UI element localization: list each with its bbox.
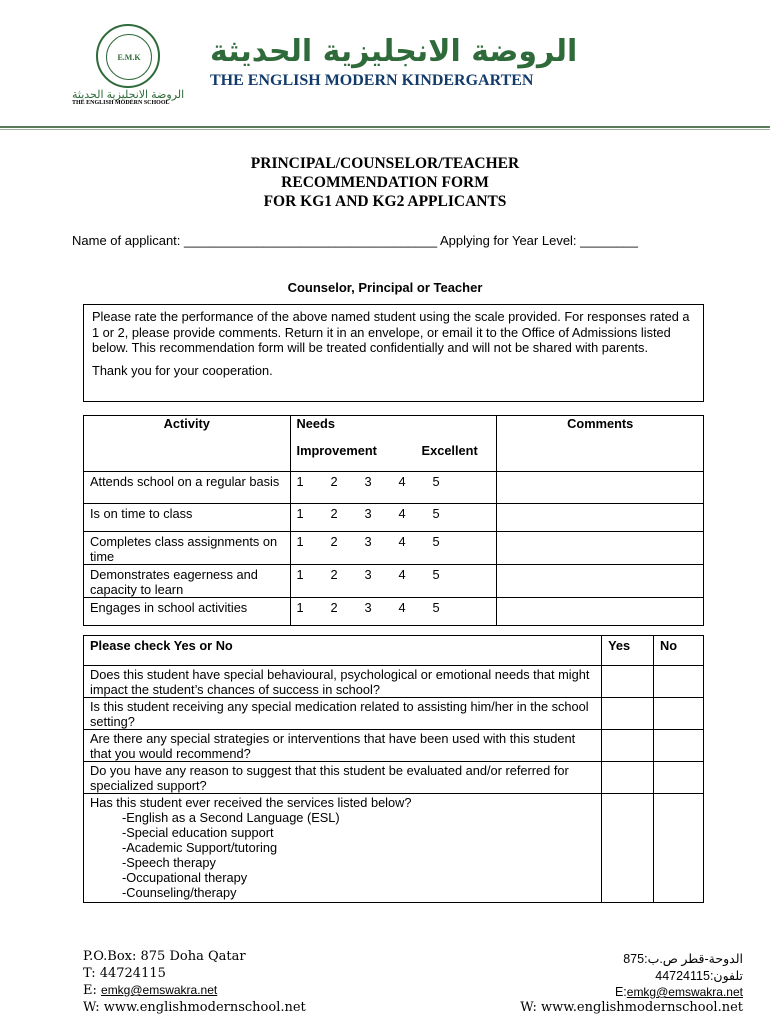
no-checkbox-cell[interactable] — [654, 666, 704, 698]
rating-scale[interactable]: 1 2 3 4 5 — [296, 474, 440, 489]
footer-web-right[interactable]: W: www.englishmodernschool.net — [520, 1000, 743, 1015]
service-item: -Occupational therapy — [122, 870, 248, 885]
table-row — [84, 794, 704, 903]
no-checkbox-cell[interactable] — [654, 762, 704, 794]
thanks-text: Thank you for your cooperation. — [92, 362, 273, 378]
service-item: -Special education support — [122, 825, 274, 840]
footer-pobox: P.O.Box: 875 Doha Qatar — [83, 949, 246, 964]
table-row — [84, 532, 704, 565]
yes-checkbox-cell[interactable] — [602, 730, 654, 762]
logo-emblem: E.M.K — [106, 34, 152, 80]
rating-scale[interactable]: 1 2 3 4 5 — [296, 567, 440, 582]
question-text: Has this student ever received the services listed below? — [90, 795, 412, 810]
instructions-box — [83, 304, 704, 402]
section-subheading: Counselor, Principal or Teacher — [287, 280, 483, 295]
footer-email-link[interactable]: emkg@emswakra.net — [101, 983, 218, 997]
activity-label: Is on time to class — [84, 504, 291, 532]
footer-email-line — [83, 983, 217, 998]
no-checkbox-cell[interactable] — [654, 794, 704, 903]
services-question — [84, 794, 602, 903]
form-title-line2: RECOMMENDATION FORM — [281, 174, 489, 191]
footer-email-right-label: E: — [614, 985, 627, 999]
rating-scale[interactable]: 1 2 3 4 5 — [296, 600, 440, 615]
form-title-line1: PRINCIPAL/COUNSELOR/TEACHER — [250, 155, 520, 172]
footer-web[interactable]: W: www.englishmodernschool.net — [83, 1000, 306, 1015]
question-text: Is this student receiving any special medication related to assisting him/her in the school setting? — [84, 698, 602, 730]
activity-label: Attends school on a regular basis — [84, 472, 291, 504]
header-divider-thin — [0, 129, 770, 130]
comment-cell[interactable] — [497, 472, 704, 504]
header-divider — [0, 126, 770, 128]
service-item: -Academic Support/tutoring — [122, 840, 278, 855]
col-needs: Needs — [296, 416, 335, 431]
col-comments: Comments — [497, 416, 704, 472]
service-item: -Counseling/therapy — [122, 885, 237, 900]
no-checkbox-cell[interactable] — [654, 730, 704, 762]
comment-cell[interactable] — [497, 532, 704, 565]
table-row — [84, 472, 704, 504]
col-activity: Activity — [84, 416, 291, 472]
rating-scale[interactable]: 1 2 3 4 5 — [296, 506, 440, 521]
table-row — [84, 504, 704, 532]
footer-email-label: E: — [83, 983, 102, 998]
footer-email-right — [615, 985, 743, 999]
comment-cell[interactable] — [497, 565, 704, 598]
rating-scale[interactable]: 1 2 3 4 5 — [296, 534, 440, 549]
yes-checkbox-cell[interactable] — [602, 666, 654, 698]
col-rating-scale — [290, 416, 497, 472]
check-header: Please check Yes or No — [84, 636, 602, 666]
service-item: -English as a Second Language (ESL) — [122, 810, 340, 825]
logo-english-text: THE ENGLISH MODERN SCHOOL — [72, 100, 170, 106]
activity-label: Completes class assignments on time — [84, 532, 291, 565]
service-item: -Speech therapy — [122, 855, 216, 870]
instructions-text: Please rate the performance of the above named student using the scale provided. For responses rated a 1 or 2, please provide comments. Return it in an envelope, or email it to the Office of Admissions listed below. This recommendation form will be treated confidentially and will not be shared with parents. — [92, 309, 690, 356]
question-text: Does this student have special behavioural, psychological or emotional needs that might impact the student’s chances of success in school? — [84, 666, 602, 698]
footer-tel-arabic: تلفون:44724115 — [655, 969, 743, 983]
footer-tel: T: 44724115 — [83, 966, 166, 981]
comment-cell[interactable] — [497, 504, 704, 532]
table-row — [84, 730, 704, 762]
yes-checkbox-cell[interactable] — [602, 762, 654, 794]
logo-arabic-text: الروضة الانجليزية الحديثة — [72, 89, 185, 101]
question-text: Are there any special strategies or interventions that have been used with this student that you would recommend? — [84, 730, 602, 762]
activity-label: Demonstrates eagerness and capacity to learn — [84, 565, 291, 598]
no-checkbox-cell[interactable] — [654, 698, 704, 730]
yes-checkbox-cell[interactable] — [602, 794, 654, 903]
col-no: No — [654, 636, 704, 666]
table-row — [84, 666, 704, 698]
table-row — [84, 598, 704, 626]
col-yes: Yes — [602, 636, 654, 666]
applicant-name-line[interactable]: Name of applicant: ___________________________________ Applying for Year Level: ________ — [72, 233, 638, 248]
footer-email-right-link[interactable]: emkg@emswakra.net — [626, 985, 743, 999]
table-row — [84, 762, 704, 794]
school-title-english: THE ENGLISH MODERN KINDERGARTEN — [210, 72, 534, 89]
yes-no-table — [83, 635, 704, 903]
table-row — [84, 698, 704, 730]
school-title-arabic: الروضة الانجليزية الحديثة — [210, 34, 578, 69]
col-improvement: Improvement — [296, 443, 377, 458]
col-excellent: Excellent — [421, 443, 478, 458]
question-text: Do you have any reason to suggest that this student be evaluated and/or referred for specialized support? — [84, 762, 602, 794]
rating-table — [83, 415, 704, 626]
table-row — [84, 565, 704, 598]
form-title-line3: FOR KG1 AND KG2 APPLICANTS — [263, 193, 507, 210]
school-logo — [96, 24, 160, 88]
comment-cell[interactable] — [497, 598, 704, 626]
footer-pobox-arabic: الدوحة-قطر ص.ب:875 — [623, 952, 743, 966]
yes-checkbox-cell[interactable] — [602, 698, 654, 730]
activity-label: Engages in school activities — [84, 598, 291, 626]
